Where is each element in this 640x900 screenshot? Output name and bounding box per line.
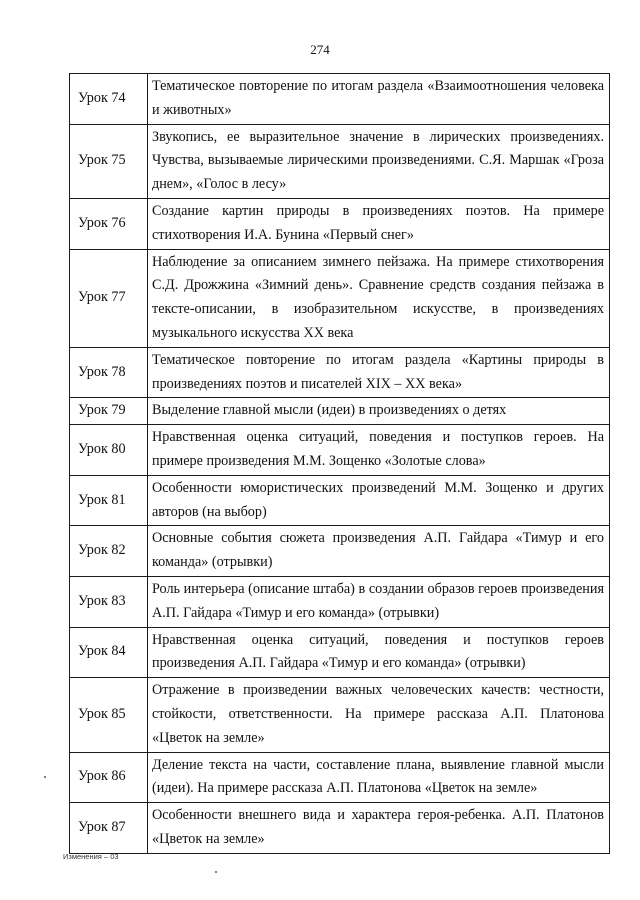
- lesson-topic: Тематическое повторение по итогам раздела «Взаимоотношения человека и животных»: [148, 74, 610, 125]
- lesson-number: Урок 75: [70, 124, 148, 198]
- table-row: [70, 627, 610, 678]
- revision-footer: Изменения – 03: [63, 852, 119, 861]
- table-row: [70, 425, 610, 476]
- lesson-topic: Нравственная оценка ситуаций, поведения и поступков героев. На примере произведения М.М. Зощенко «Золотые слова»: [148, 425, 610, 476]
- table-row: [70, 124, 610, 198]
- table-row: [70, 74, 610, 125]
- table-row: [70, 347, 610, 398]
- scan-speck: [215, 871, 217, 873]
- lesson-number: Урок 74: [70, 74, 148, 125]
- table-row: [70, 576, 610, 627]
- table-row: [70, 198, 610, 249]
- lesson-number: Урок 77: [70, 249, 148, 347]
- lesson-plan-table: [69, 73, 610, 854]
- lesson-number: Урок 82: [70, 526, 148, 577]
- lesson-topic: Особенности внешнего вида и характера героя-ребенка. А.П. Платонов «Цветок на земле»: [148, 803, 610, 854]
- lesson-number: Урок 81: [70, 475, 148, 526]
- lesson-topic: Звукопись, ее выразительное значение в лирических произведениях. Чувства, вызываемые лирическими произведениями. С.Я. Маршак «Гроза днем», «Голос в лесу»: [148, 124, 610, 198]
- lesson-number: Урок 83: [70, 576, 148, 627]
- lesson-topic: Деление текста на части, составление плана, выявление главной мысли (идеи). На примере рассказа А.П. Платонова «Цветок на земле»: [148, 752, 610, 803]
- scan-speck: [44, 776, 46, 778]
- table-row: [70, 752, 610, 803]
- lesson-number: Урок 86: [70, 752, 148, 803]
- lesson-topic: Нравственная оценка ситуаций, поведения и поступков героев произведения А.П. Гайдара «Тимур и его команда» (отрывки): [148, 627, 610, 678]
- lesson-topic: Выделение главной мысли (идеи) в произведениях о детях: [148, 398, 610, 425]
- lesson-number: Урок 87: [70, 803, 148, 854]
- lesson-number: Урок 76: [70, 198, 148, 249]
- lesson-number: Урок 85: [70, 678, 148, 752]
- lesson-topic: Наблюдение за описанием зимнего пейзажа. На примере стихотворения С.Д. Дрожжина «Зимний день». Сравнение средств создания пейзажа в тексте-описании, в изобразительном искусстве, в произведениях музыкального искусства XX века: [148, 249, 610, 347]
- lesson-topic: Роль интерьера (описание штаба) в создании образов героев произведения А.П. Гайдара «Тимур и его команда» (отрывки): [148, 576, 610, 627]
- lesson-number: Урок 78: [70, 347, 148, 398]
- table-row: [70, 398, 610, 425]
- table-row: [70, 803, 610, 854]
- lesson-topic: Основные события сюжета произведения А.П. Гайдара «Тимур и его команда» (отрывки): [148, 526, 610, 577]
- lesson-topic: Отражение в произведении важных человеческих качеств: честности, стойкости, ответственности. На примере рассказа А.П. Платонова «Цветок на земле»: [148, 678, 610, 752]
- table-row: [70, 526, 610, 577]
- table-row: [70, 249, 610, 347]
- table-row: [70, 475, 610, 526]
- lesson-number: Урок 79: [70, 398, 148, 425]
- lesson-number: Урок 80: [70, 425, 148, 476]
- lesson-topic: Создание картин природы в произведениях поэтов. На примере стихотворения И.А. Бунина «Первый снег»: [148, 198, 610, 249]
- lesson-topic: Особенности юмористических произведений М.М. Зощенко и других авторов (на выбор): [148, 475, 610, 526]
- lesson-number: Урок 84: [70, 627, 148, 678]
- page-number: 274: [310, 42, 330, 57]
- table-row: [70, 678, 610, 752]
- lesson-topic: Тематическое повторение по итогам раздела «Картины природы в произведениях поэтов и писателей XIX – XX века»: [148, 347, 610, 398]
